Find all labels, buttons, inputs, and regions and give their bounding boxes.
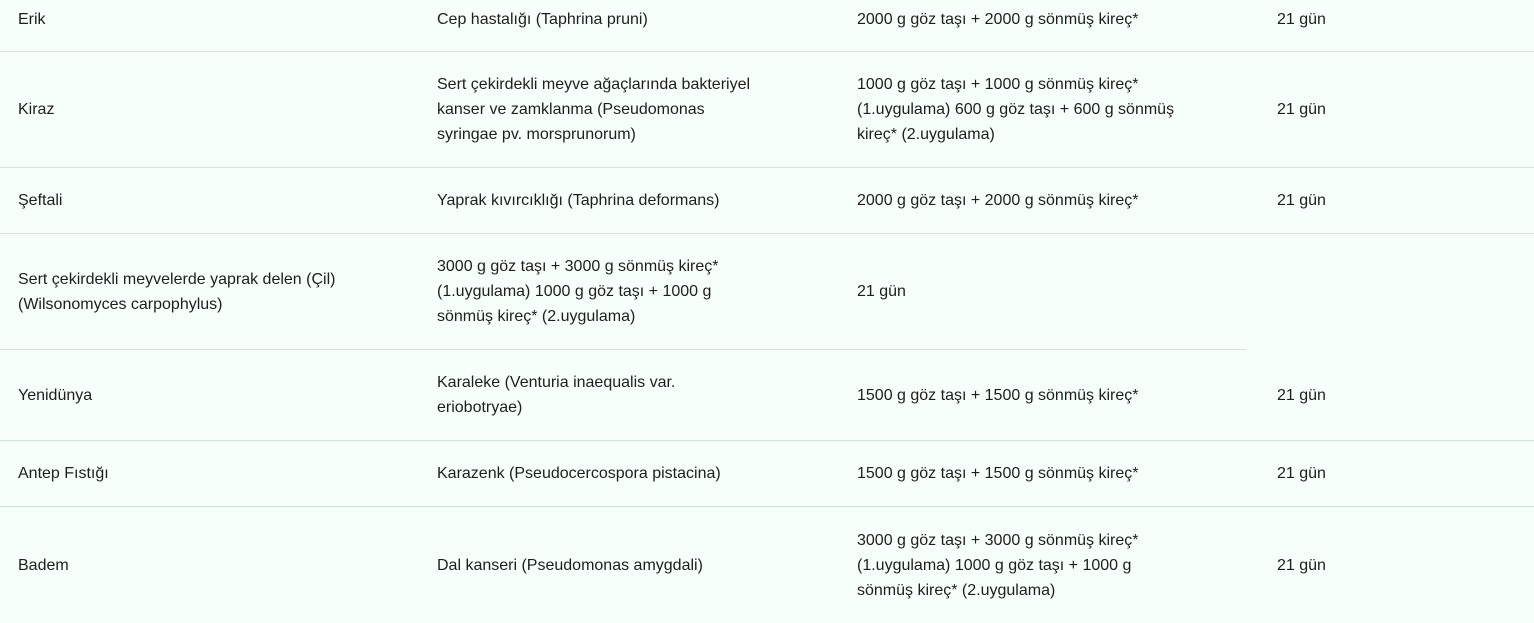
plant-cell — [18, 441, 418, 506]
dose-text: 21 gün — [857, 283, 906, 300]
dose-text: 1000 g göz taşı + 1000 g sönmüş kireç* (1.uygulama) 600 g göz taşı + 600 g sönmüş kireç* (2.uygulama) — [857, 76, 1175, 143]
table-row — [0, 507, 1534, 623]
dose-cell — [857, 0, 1257, 38]
disease-name: Sert çekirdekli meyve ağaçlarında bakteriyel kanser ve zamklanma (Pseudomonas syringae pv. morsprunorum) — [437, 76, 751, 143]
interval-cell — [1277, 168, 1527, 233]
plant-cell — [18, 0, 418, 38]
table-row — [0, 441, 1534, 506]
interval-cell — [1277, 0, 1527, 38]
plant-name: Kiraz — [18, 101, 55, 118]
dose-cell — [857, 168, 1257, 233]
interval-text: 21 gün — [1277, 101, 1326, 118]
plant-cell — [18, 168, 418, 233]
table-row — [0, 234, 1534, 349]
table-row — [0, 350, 1534, 440]
disease-name: 3000 g göz taşı + 3000 g sönmüş kireç* (1.uygulama) 1000 g göz taşı + 1000 g sönmüş kireç* (2.uygulama) — [437, 258, 719, 325]
dose-text: 1500 g göz taşı + 1500 g sönmüş kireç* — [857, 386, 1139, 404]
plant-name: Badem — [18, 556, 69, 574]
dose-text: 2000 g göz taşı + 2000 g sönmüş kireç* — [857, 192, 1139, 209]
plant-cell — [18, 234, 418, 349]
dose-cell — [857, 52, 1257, 167]
plant-cell — [18, 350, 418, 440]
dose-cell — [857, 441, 1257, 506]
dose-text: 2000 g göz taşı + 2000 g sönmüş kireç* — [857, 10, 1139, 28]
dose-cell — [857, 234, 1257, 349]
table-row — [0, 0, 1534, 38]
dose-cell — [857, 350, 1257, 440]
interval-cell — [1277, 441, 1527, 506]
disease-name: Yaprak kıvırcıklığı (Taphrina deformans) — [437, 192, 720, 209]
interval-cell — [1277, 350, 1527, 440]
dose-cell — [857, 507, 1257, 623]
interval-cell — [1277, 52, 1527, 167]
interval-text: 21 gün — [1277, 556, 1326, 574]
interval-text: 21 gün — [1277, 10, 1326, 28]
disease-name: Cep hastalığı (Taphrina pruni) — [437, 10, 648, 28]
disease-cell — [437, 0, 837, 38]
disease-cell — [437, 350, 837, 440]
dose-text: 3000 g göz taşı + 3000 g sönmüş kireç* (1.uygulama) 1000 g göz taşı + 1000 g sönmüş kireç* (2.uygulama) — [857, 531, 1139, 599]
disease-cell — [437, 168, 837, 233]
disease-name: Karazenk (Pseudocercospora pistacina) — [437, 465, 721, 482]
interval-cell — [1277, 507, 1527, 623]
interval-text: 21 gün — [1277, 465, 1326, 482]
plant-name: Erik — [18, 10, 46, 28]
dose-text: 1500 g göz taşı + 1500 g sönmüş kireç* — [857, 465, 1139, 482]
plant-cell — [18, 52, 418, 167]
plant-name: Sert çekirdekli meyvelerde yaprak delen (Çil) (Wilsonomyces carpophylus) — [18, 270, 336, 313]
disease-cell — [437, 52, 837, 167]
table-row — [0, 168, 1534, 233]
interval-text: 21 gün — [1277, 192, 1326, 209]
plant-name: Yenidünya — [18, 386, 93, 404]
interval-text: 21 gün — [1277, 386, 1326, 404]
disease-cell — [437, 234, 837, 349]
plant-name: Antep Fıstığı — [18, 465, 109, 482]
plant-name: Şeftali — [18, 192, 63, 209]
table-row — [0, 52, 1534, 167]
plant-cell — [18, 507, 418, 623]
disease-name: Karaleke (Venturia inaequalis var. eriobotryae) — [437, 374, 676, 416]
disease-cell — [437, 441, 837, 506]
disease-name: Dal kanseri (Pseudomonas amygdali) — [437, 556, 703, 574]
disease-cell — [437, 507, 837, 623]
